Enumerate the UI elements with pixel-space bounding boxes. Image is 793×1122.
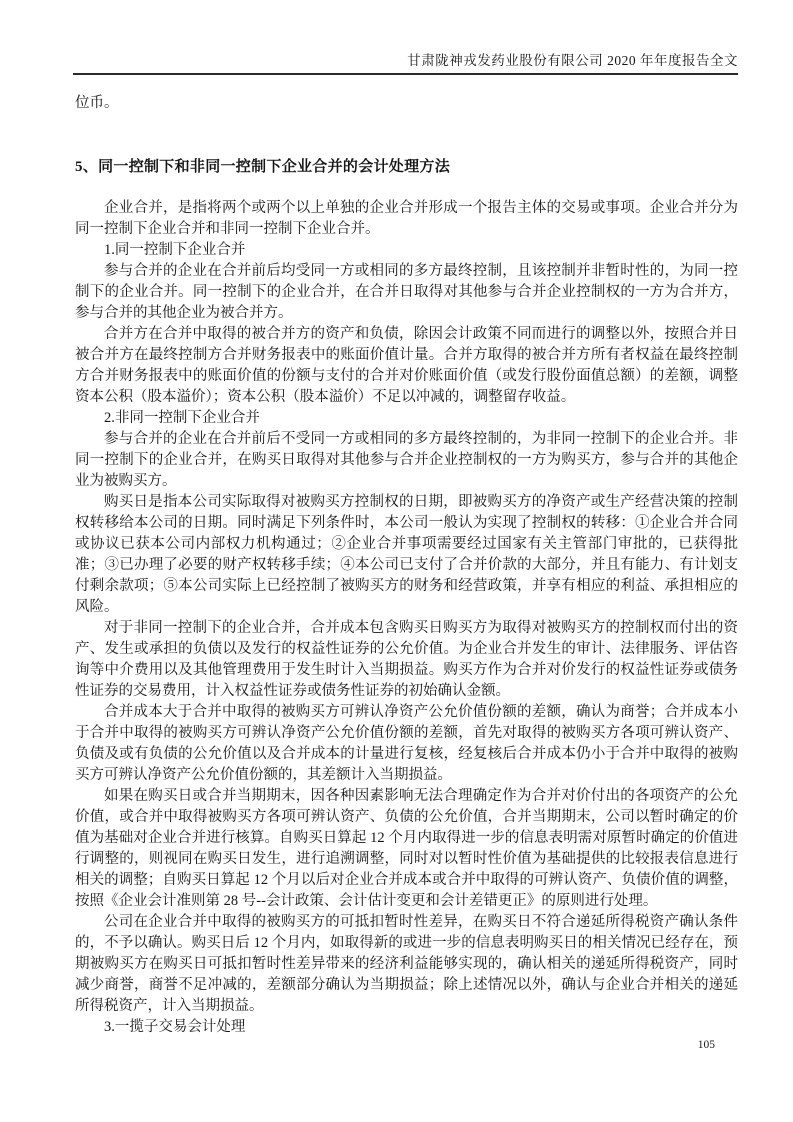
report-header-title: 甘肃陇神戎发药业股份有限公司 2020 年年度报告全文	[73, 53, 738, 75]
sub-heading-package-deal: 3.一揽子交易会计处理	[104, 1019, 246, 1035]
page-number: 105	[697, 1039, 715, 1051]
body-paragraph: 合并方在合并中取得的被合并方的资产和负债，除因会计政策不同而进行的调整以外，按照合并日被合并方在最终控制方合并财务报表中的账面价值计量。合并方取得的被合并方所有者权益在最终控制方合并财务报表中的账面价值的份额与支付的合并对价账面价值（或发行股份面值总额）的差额，调整资本公积（股本溢价）；资本公积（股本溢价）不足以冲减的，调整留存收益。	[75, 326, 738, 405]
sub-heading-non-same-control: 2.非同一控制下企业合并	[104, 410, 260, 426]
body-paragraph: 合并成本大于合并中取得的被购买方可辨认净资产公允价值份额的差额，确认为商誉；合并成本小于合并中取得的被购买方可辨认净资产公允价值份额的差额，首先对取得的被购买方各项可辨认资产、负债及或有负债的公允价值以及合并成本的计量进行复核，经复核后合并成本仍小于合并中取得的被购买方可辨认净资产公允价值份额的，其差额计入当期损益。	[75, 704, 738, 783]
sub-heading-same-control: 1.同一控制下企业合并	[104, 242, 246, 258]
body-paragraph: 购买日是指本公司实际取得对被购买方控制权的日期，即被购买方的净资产或生产经营决策的控制权转移给本公司的日期。同时满足下列条件时，本公司一般认为实现了控制权的转移：①企业合并合同或协议已获本公司内部权力机构通过；②企业合并事项需要经过国家有关主管部门审批的，已获得批准；③已办理了必要的财产权转移手续；④本公司已支付了合并价款的大部分，并且有能力、有计划支付剩余款项；⑤本公司实际上已经控制了被购买方的财务和经营政策，并享有相应的利益、承担相应的风险。	[75, 494, 738, 615]
body-paragraph: 参与合并的企业在合并前后不受同一方或相同的多方最终控制的，为非同一控制下的企业合并。非同一控制下的企业合并，在购买日取得对其他参与合并企业控制权的一方为购买方，参与合并的其他企业为被购买方。	[75, 431, 738, 489]
page-body	[75, 93, 738, 1038]
body-paragraph: 如果在购买日或合并当期期末，因各种因素影响无法合理确定作为合并对价付出的各项资产的公允价值，或合并中取得被购买方各项可辨认资产、负债的公允价值，合并当期期末，公司以暂时确定的价值为基础对企业合并进行核算。自购买日算起 12 个月内取得进一步的信息表明需对原暂时确定的价值进行调整的，则视同在购买日发生，进行追溯调整，同时对以暂时性价值为基础提供的比较报表信息进行相关的调整；自购买日算起 12 个月以后对企业合并成本或合并中取得的可辨认资产、负债价值的调整，按照《企业会计准则第 28 号--会计政策、会计估计变更和会计差错更正》的原则进行处理。	[75, 788, 738, 909]
carried-over-text: 位币。	[75, 95, 119, 111]
section-heading: 5、同一控制下和非同一控制下企业合并的会计处理方法	[75, 159, 451, 175]
body-paragraph: 企业合并，是指将两个或两个以上单独的企业合并形成一个报告主体的交易或事项。企业合并分为同一控制下企业合并和非同一控制下企业合并。	[75, 200, 738, 237]
body-paragraph: 公司在企业合并中取得的被购买方的可抵扣暂时性差异，在购买日不符合递延所得税资产确认条件的，不予以确认。购买日后 12 个月内，如取得新的或进一步的信息表明购买日的相关情况已经存在，预期被购买方在购买日可抵扣暂时性差异带来的经济利益能够实现的，确认相关的递延所得税资产，同时减少商誉，商誉不足冲减的，差额部分确认为当期损益；除上述情况以外，确认与企业合并相关的递延所得税资产，计入当期损益。	[75, 914, 738, 1014]
body-paragraph: 参与合并的企业在合并前后均受同一方或相同的多方最终控制，且该控制并非暂时性的，为同一控制下的企业合并。同一控制下的企业合并，在合并日取得对其他参与合并企业控制权的一方为合并方，参与合并的其他企业为被合并方。	[75, 263, 738, 321]
body-paragraph: 对于非同一控制下的企业合并，合并成本包含购买日购买方为取得对被购买方的控制权而付出的资产、发生或承担的负债以及发行的权益性证券的公允价值。为企业合并发生的审计、法律服务、评估咨询等中介费用以及其他管理费用于发生时计入当期损益。购买方作为合并对价发行的权益性证券或债务性证券的交易费用，计入权益性证券或债务性证券的初始确认金额。	[75, 620, 738, 699]
